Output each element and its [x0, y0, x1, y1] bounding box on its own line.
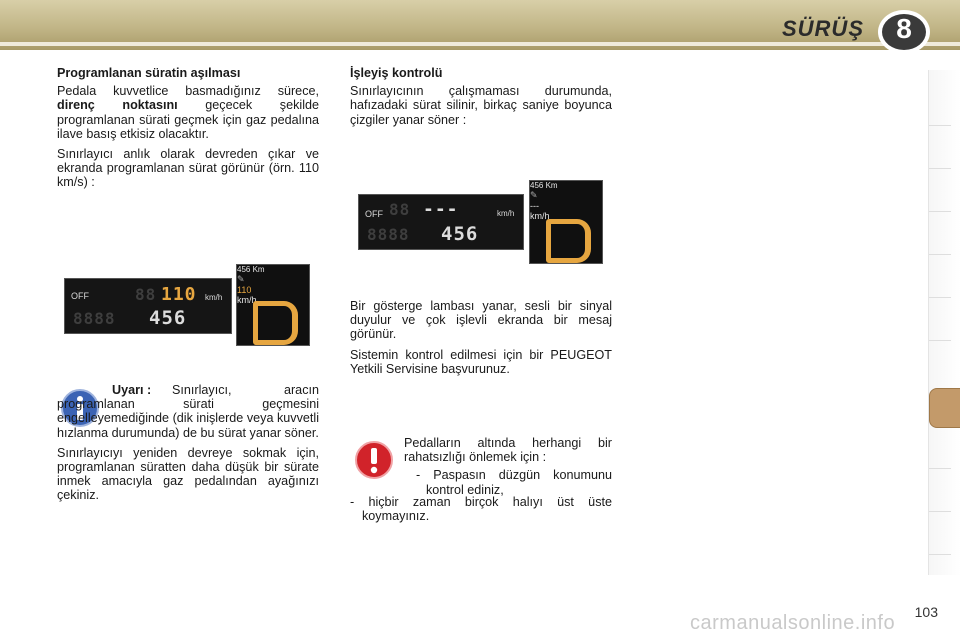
- warning-text: Pedalların altında herhangi bir rahatsızlığı önlemek için :: [404, 436, 612, 465]
- tab-divider: [929, 511, 951, 512]
- unit-label: km/h: [205, 293, 223, 302]
- set-speed-dashes: ---: [423, 199, 459, 220]
- limit-unit: km/h: [237, 295, 257, 305]
- limit-dashes: ---: [530, 201, 539, 211]
- gear-indicator: [546, 219, 591, 263]
- tab-divider: [929, 168, 951, 169]
- limit-unit: km/h: [530, 211, 550, 221]
- chapter-tabs: [928, 70, 960, 575]
- header-stripe: [0, 42, 960, 46]
- tab-divider: [929, 468, 951, 469]
- paragraph: Sistemin kontrol edilmesi için bir PEUGEOT Yetkili Servisine başvurunuz.: [350, 347, 612, 376]
- right-column: [350, 66, 612, 133]
- note-text-content: Sınırlayıcı, aracın programlanan sürati geçmesini engelleyemediğinde (dik inişlerde veya kuvvetli hızlanma durumunda) de bu sürat yanar söner.: [57, 383, 319, 440]
- segment-dim: 88: [135, 285, 157, 304]
- segment-dim: 8888: [367, 225, 410, 244]
- chapter-badge: [872, 8, 936, 58]
- left-column: [57, 66, 319, 196]
- tab-divider: [929, 297, 951, 298]
- page-number: 103: [914, 604, 938, 620]
- paragraph-text: geçecek şekilde programlanan sürati geçmek için gaz pedalına ilave basış etkisiz olacaktır.: [57, 98, 320, 141]
- paragraph: Sınırlayıcı anlık olarak devreden çıkar ve ekranda programlanan sürat görünür (örn. 110 km/s) :: [57, 147, 319, 190]
- paragraph: Sınırlayıcıyı yeniden devreye sokmak için, programlanan süratten daha düşük bir sürate inmek amacıyla gaz pedalından ayağınızı çekiniz.: [57, 445, 319, 503]
- warning-note-tail: [350, 495, 612, 523]
- section-heading: İşleyiş kontrolü: [350, 66, 443, 80]
- paragraph: [57, 84, 319, 141]
- limiter-icon: ✎: [530, 190, 538, 200]
- odometer-readout: 456: [441, 223, 479, 245]
- range-readout: 456 Km: [237, 265, 265, 274]
- segment-dim: 88: [389, 200, 411, 219]
- tab-divider: [929, 554, 951, 555]
- instrument-display: [64, 278, 232, 334]
- gear-display: [529, 180, 603, 264]
- paragraph-text: Pedala kuvvetlice basmadığınız sürece,: [57, 84, 319, 99]
- tab-divider: [929, 254, 951, 255]
- tab-divider: [929, 125, 951, 126]
- chapter-title: SÜRÜŞ: [781, 16, 864, 41]
- off-indicator: OFF: [365, 209, 383, 219]
- tab-chapter-8[interactable]: [929, 388, 960, 428]
- odometer-readout: 456: [149, 307, 187, 329]
- instrument-display: [358, 194, 524, 250]
- watermark: carmanualsonline.info: [690, 612, 896, 634]
- range-readout: 456 Km: [530, 181, 558, 190]
- off-indicator: OFF: [71, 291, 89, 301]
- unit-label: km/h: [497, 209, 515, 218]
- chapter-number: 8: [896, 13, 912, 44]
- warning-icon: [354, 440, 394, 480]
- warning-list-item: - hiçbir zaman birçok halıyı üst üste koymayınız.: [350, 495, 612, 524]
- info-note-body: [57, 383, 319, 509]
- paragraph: Sınırlayıcının çalışmaması durumunda, hafızadaki sürat silinir, birkaç saniye boyunca çizgiler yanar söner :: [350, 84, 612, 127]
- limit-value: 110: [237, 285, 252, 295]
- right-column-lower: [350, 299, 612, 382]
- tab-divider: [929, 340, 951, 341]
- warning-note: [404, 436, 612, 499]
- section-heading: Programlanan süratin aşılması: [57, 66, 241, 80]
- gear-indicator: [253, 301, 298, 345]
- set-speed-readout: 110: [161, 284, 197, 305]
- note-text: [57, 383, 319, 440]
- emphasis-text: direnç noktasını: [57, 98, 178, 113]
- note-label: Uyarı :: [112, 383, 152, 397]
- gear-display: [236, 264, 310, 346]
- segment-dim: 8888: [73, 309, 116, 328]
- tab-divider: [929, 211, 951, 212]
- paragraph: Bir gösterge lambası yanar, sesli bir sinyal duyulur ve çok işlevli ekranda bir mesaj görünür.: [350, 299, 612, 342]
- warning-list-item: - Paspasın düzgün konumunu kontrol ediniz,: [416, 468, 612, 497]
- limiter-icon: ✎: [237, 274, 245, 284]
